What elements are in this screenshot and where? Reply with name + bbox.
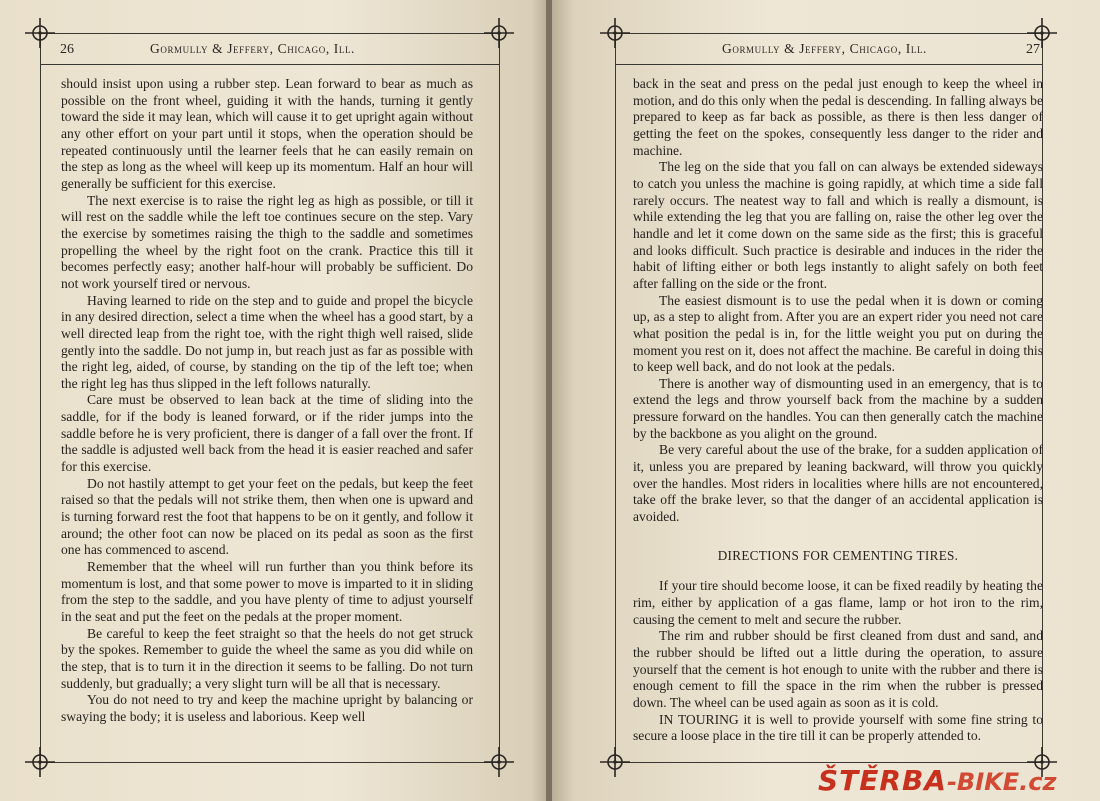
paragraph: If your tire should become loose, it can be fixed readily by heating the rim, either by application of a gas flame, lamp or hot iron to the rim, causing the cement to melt and secure the rubber.	[633, 578, 1043, 627]
watermark-logo	[818, 764, 1056, 797]
watermark-suffix: -BIKE.cz	[946, 768, 1057, 796]
paragraph: You do not need to try and keep the machine upright by balancing or swaying the body; it is useless and laborious. Keep well	[61, 692, 473, 724]
frame-bottom-line	[40, 762, 500, 763]
paragraph: back in the seat and press on the pedal just enough to keep the wheel in motion, and do this only when the pedal is descending. In falling always be prepared to keep as far back as possible, as there is then less danger of getting the feet on the spokes, consequently less danger to the rider and machine.	[633, 76, 1043, 158]
frame-left-line	[40, 33, 41, 762]
corner-ornament-icon	[25, 747, 55, 777]
paragraph: Be careful to keep the feet straight so that the heels do not get struck by the spokes. Remember to guide the wheel the same as you did while on the step, that is to turn it in the direction it seems to be falling. Do not turn suddenly, but gradually; a very slight turn will be all that is necessary.	[61, 625, 473, 691]
paragraph: The leg on the side that you fall on can always be extended sideways to catch you unless the machine is going rapidly, at which time a side fall rarely occurs. The neatest way to fall and which is really a dismount, is while extending the leg that you are falling on, raise the other leg over the handle and let it come down on the same side as the first; this is graceful and looks difficult. Such practice is desirable and induces in the rider the habit of lifting either or both legs instantly to alight safely on both feet after falling on the side or the front.	[633, 159, 1043, 291]
paragraph: IN TOURING it is well to provide yourself with some fine string to secure a loose place in the tire till it can be properly attended to.	[633, 711, 1043, 744]
corner-ornament-icon	[600, 747, 630, 777]
body-text	[61, 76, 473, 726]
left-page	[0, 0, 548, 801]
corner-ornament-icon	[484, 18, 514, 48]
corner-ornament-icon	[484, 747, 514, 777]
paragraph: The rim and rubber should be first cleaned from dust and sand, and the rubber should be lifted out a little during the operation, to assure yourself that the cement is hot enough to unite with the rubber and there is enough cement to fill the space in the rim when the rubber is pressed down. The wheel can be used again as soon as it is cold.	[633, 628, 1043, 710]
page-number: 27	[1026, 42, 1040, 57]
paragraph: The easiest dismount is to use the pedal when it is down or coming up, as a step to alight from. After you are an expert rider you need not care what position the pedal is in, for the little weight you put on during the moment you rest on it, does not affect the machine. Be careful in doing this to keep well back, and do not look at the pedals.	[633, 292, 1043, 375]
right-page	[552, 0, 1100, 801]
body-text	[633, 76, 1043, 745]
frame-bottom-line	[615, 762, 1043, 763]
paragraph: should insist upon using a rubber step. Lean forward to bear as much as possible on the front wheel, guiding it with the hands, turning it gently toward the side it may lean, which will cause it to get upright again without any other effort on your part until it stops, when the operation should be repeated continuously until the learner feels that he can easily remain on the step as long as the wheel will keep up its momentum. Half an hour will generally be sufficient for this exercise.	[61, 76, 473, 191]
frame-header-rule	[615, 64, 1043, 65]
corner-ornament-icon	[600, 18, 630, 48]
frame-top-line	[40, 33, 500, 34]
paragraph: Remember that the wheel will run further than you think before its momentum is lost, and that some power to move is imparted to it in sliding from the step to the saddle, and you have plenty of time to adjust yourself in the seat and put the feet on the pedals at the proper moment.	[61, 559, 473, 624]
running-header: Gormully & Jeffery, Chicago, Ill.	[150, 41, 356, 56]
paragraph: Having learned to ride on the step and to guide and propel the bicycle in any desired direction, select a time when the wheel has a good start, by a well directed leap from the right toe, with the right thigh well raised, slide gently into the saddle. Do not jump in, but reach just as far as possible with the right leg, aided, of course, by standing on the tip of the left toe; when the right leg has thus slipped in the left follows naturally.	[61, 292, 473, 391]
section-title: DIRECTIONS FOR CEMENTING TIRES.	[717, 547, 959, 563]
frame-header-rule	[40, 64, 500, 65]
corner-ornament-icon	[25, 18, 55, 48]
paragraph: The next exercise is to raise the right leg as high as possible, or till it will rest on the saddle while the left toe continues secure on the step. Vary the exercise by sometimes raising the thigh to the saddle and sometimes propelling the wheel by the right foot on the crank. Practice this till it becomes perfectly easy; another half-hour will probably be sufficient. Do not work yourself tired or nervous.	[61, 192, 473, 291]
page-number: 26	[60, 42, 74, 57]
paragraph: Care must be observed to lean back at the time of sliding into the saddle, for if the body is leaned forward, or if the rider jumps into the saddle before he is very proficient, there is danger of a fall over the front. If the saddle is adjusted well back from the head it is easier reached and safer for this exercise.	[61, 392, 473, 475]
watermark-brand: ŠTĚRBA	[818, 764, 947, 797]
frame-right-line	[499, 33, 500, 762]
frame-left-line	[615, 33, 616, 762]
paragraph: Be very careful about the use of the brake, for a sudden application of it, unless you are prepared by leaning backward, will throw you quickly over the handles. Most riders in localities where hills are not encountered, take off the brake lever, so that the danger of an accidental application is avoided.	[633, 442, 1043, 525]
paragraph: There is another way of dismounting used in an emergency, that is to extend the legs and throw yourself back from the machine by a sudden pressure forward on the handles. You can then generally catch the machine by the backbone as you alight on the ground.	[633, 375, 1043, 441]
paragraph: Do not hastily attempt to get your feet on the pedals, but keep the feet raised so that the pedals will not strike them, then when one is upward and is turning forward rest the foot that happens to be on it gently, and follow it around; the other foot can now be placed on its pedal as soon as the first one has commenced to ascend.	[61, 475, 473, 558]
running-header: Gormully & Jeffery, Chicago, Ill.	[722, 41, 928, 56]
frame-top-line	[615, 33, 1043, 34]
